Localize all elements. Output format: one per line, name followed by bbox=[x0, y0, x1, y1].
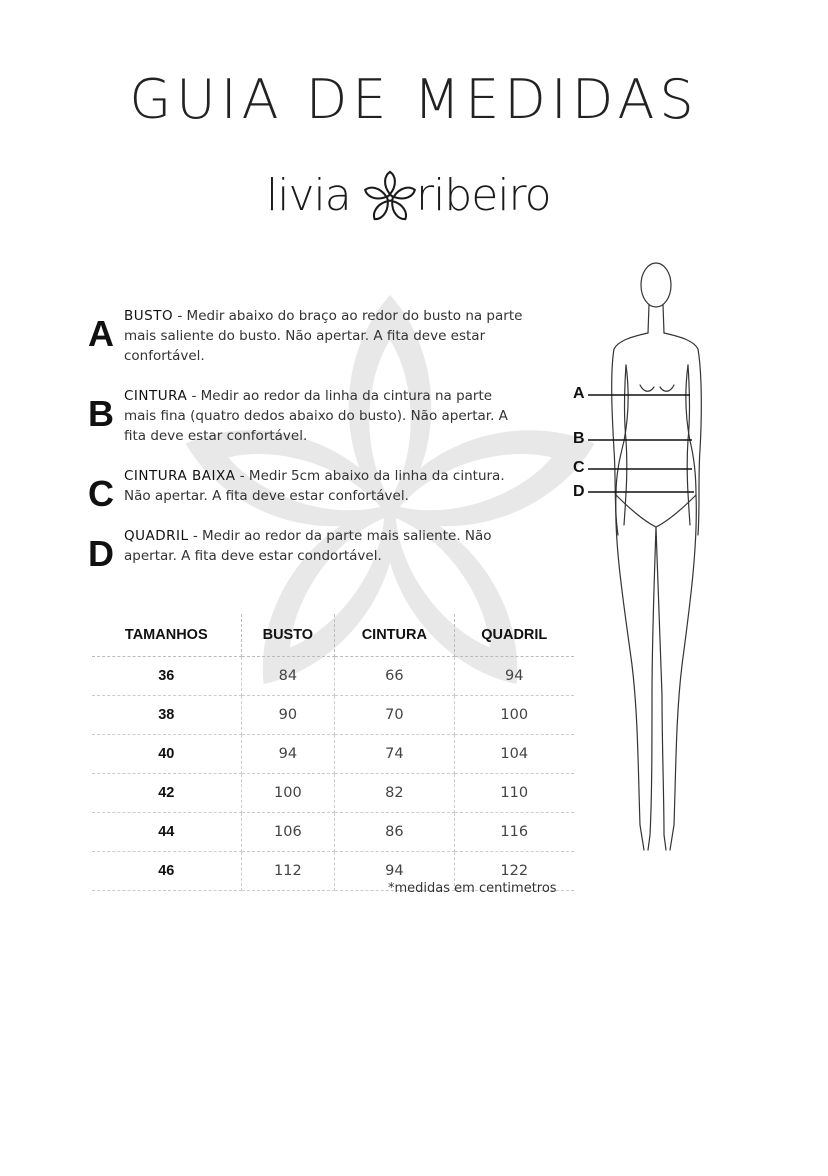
quadril-cell: 122 bbox=[454, 852, 574, 891]
definition-term: CINTURA BAIXA bbox=[124, 468, 236, 484]
busto-cell: 84 bbox=[241, 657, 335, 696]
definition-term: BUSTO bbox=[124, 308, 174, 324]
quadril-cell: 104 bbox=[454, 735, 574, 774]
busto-cell: 94 bbox=[241, 735, 335, 774]
definition-term: CINTURA bbox=[124, 388, 188, 404]
definition-quadril bbox=[88, 526, 528, 574]
body-figure bbox=[568, 245, 728, 865]
cintura-cell: 94 bbox=[335, 852, 454, 891]
table-row bbox=[92, 813, 574, 852]
figure-label-c: C bbox=[573, 459, 585, 476]
column-header: CINTURA bbox=[335, 614, 454, 657]
busto-cell: 106 bbox=[241, 813, 335, 852]
table-row bbox=[92, 696, 574, 735]
table-row bbox=[92, 735, 574, 774]
figure-label-a: A bbox=[573, 385, 585, 402]
logo-text-left: livia bbox=[266, 170, 351, 221]
definition-letter: D bbox=[88, 533, 114, 574]
definition-letter: B bbox=[88, 393, 114, 434]
cintura-cell: 70 bbox=[335, 696, 454, 735]
definition-description: - Medir ao redor da linha da cintura na parte mais fina (quatro dedos abaixo do busto). Não apertar. A fita deve estar confortável. bbox=[124, 388, 508, 444]
measurement-definitions bbox=[88, 306, 528, 586]
column-header: TAMANHOS bbox=[92, 614, 241, 657]
size-cell: 38 bbox=[92, 696, 241, 735]
size-cell: 44 bbox=[92, 813, 241, 852]
size-cell: 42 bbox=[92, 774, 241, 813]
cintura-cell: 82 bbox=[335, 774, 454, 813]
quadril-cell: 94 bbox=[454, 657, 574, 696]
busto-cell: 90 bbox=[241, 696, 335, 735]
definition-description: - Medir 5cm abaixo da linha da cintura. Não apertar. A fita deve estar confortável. bbox=[124, 468, 505, 504]
cintura-cell: 66 bbox=[335, 657, 454, 696]
figure-label-d: D bbox=[573, 483, 585, 500]
cintura-cell: 86 bbox=[335, 813, 454, 852]
cintura-cell: 74 bbox=[335, 735, 454, 774]
definition-description: - Medir abaixo do braço ao redor do busto na parte mais saliente do busto. Não apertar. A fita deve estar confortável. bbox=[124, 308, 523, 364]
table-row bbox=[92, 657, 574, 696]
definition-letter: C bbox=[88, 473, 114, 514]
size-cell: 40 bbox=[92, 735, 241, 774]
figure-label-b: B bbox=[573, 430, 585, 447]
logo-text-right: ribeiro bbox=[416, 170, 551, 221]
definition-cintura bbox=[88, 386, 528, 446]
quadril-cell: 110 bbox=[454, 774, 574, 813]
definition-busto bbox=[88, 306, 528, 366]
flower-icon bbox=[362, 168, 418, 228]
size-table bbox=[92, 614, 574, 891]
definition-letter: A bbox=[88, 313, 114, 354]
body-silhouette-icon bbox=[568, 245, 728, 865]
definition-description: - Medir ao redor da parte mais saliente. Não apertar. A fita deve estar condortável. bbox=[124, 528, 492, 564]
brand-logo bbox=[266, 168, 566, 232]
quadril-cell: 100 bbox=[454, 696, 574, 735]
quadril-cell: 116 bbox=[454, 813, 574, 852]
busto-cell: 100 bbox=[241, 774, 335, 813]
column-header: QUADRIL bbox=[454, 614, 574, 657]
size-cell: 36 bbox=[92, 657, 241, 696]
units-note: *medidas em centimetros bbox=[388, 881, 557, 896]
definition-term: QUADRIL bbox=[124, 528, 189, 544]
table-header-row bbox=[92, 614, 574, 657]
definition-cintura-baixa bbox=[88, 466, 528, 514]
size-cell: 46 bbox=[92, 852, 241, 891]
page-title: GUIA DE MEDIDAS bbox=[129, 68, 699, 131]
column-header: BUSTO bbox=[241, 614, 335, 657]
table-row bbox=[92, 774, 574, 813]
busto-cell: 112 bbox=[241, 852, 335, 891]
